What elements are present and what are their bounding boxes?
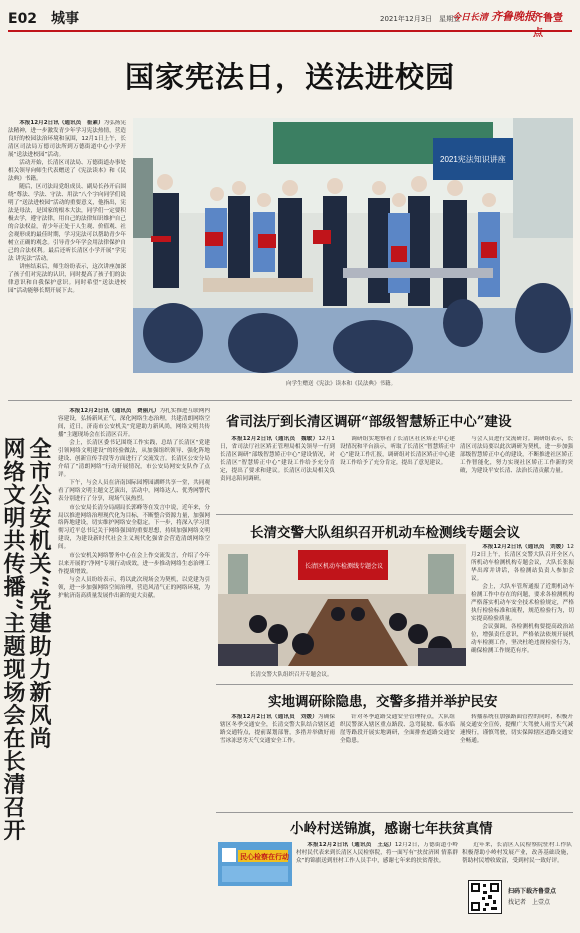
internet-article: 本报12月2日讯（通讯员 费丽凡）为扎实推进互联网内容建设，弘扬新风正气，深化网络生态治理，共建清朗网络空间，近日，济南市公安机关“党建助力新风尚，网络文明共传播”主题现场会在长清区召开。 会上，长清区委书记围绕工作实践，总结了长清区“党建引领网络文明建设”的经验做法，从加强组织领导、强化阵地建设、创新宣传手段等方面进行了交流发言。长清区公安分局介绍了“清朗网络”行动开展情况，市公安局网安支队作了点评。 下午，与会人员在济南国际园博园湖畔共享一堂，共同观看了网络文明主题文艺演出，活动中，网络达人、优秀网警代表分别进行了分享，现场气氛热烈。 市公安局长清分局副局长郭峰等在发言中说，近年来，分局以推进网络治理现代化为目标，不断整合资源力量，加强网络阵地建设，切实维护网络安全稳定。下一步，将深入学习贯彻习近平总书记关于网络强国的重要思想，持续加强网络文明建设，为建设新时代社会主义现代化强省会营造清朗网络空间。 市公安机关网络警务中心在会上作交流发言，介绍了今年以来开展的“净网”专项行动成效，进一步推动网络生态治理工作提质增效。 与会人员纷纷表示，将以此次现场会为契机，以党建为引领，进一步加强网络空间治理，营造风清气正的网络环境，为护航济南高质量发展作出新的更大贡献。 [58,408,210,599]
safety-article-col3: 转播系统在加强路面管控的同时，积极开展交通安全宣传，提醒广大驾驶人雨雪天气减速慢行，谨慎驾驶，切实保障辖区道路交通安全畅通。 [460,714,573,744]
qr-caption-line1: 扫码下载齐鲁壹点 [508,888,557,895]
lead-headline: 国家宪法日，送法进校园 [124,60,455,94]
qr-code[interactable] [468,880,502,914]
divider [216,514,573,515]
lead-photo-caption: 向学生赠送《宪法》读本和《民法典》书籍。 [286,381,397,387]
pennant-sign-text: 民心检察在行动 [240,854,289,861]
divider [216,812,573,813]
pennant-headline: 小岭村送锦旗，感谢七年扶贫真情 [290,821,493,837]
divider [216,684,573,685]
safety-article-col1: 本报12月2日讯（通讯员 刘媛）为确保辖区冬季交通安全，长清交警大队结合辖区道路交通特点，提前谋划部署，多措并举做好雨雪冰冻恶劣天气交通安全工作。 [220,714,335,744]
pennant-photo [218,842,292,886]
judicial-article-col2: 调研组实地察看了长清区社区矫正中心建设情况和平台演示，听取了长清区“智慧矫正中心”建设工作汇报，调研组对长清区矫正中心建设工作给予了充分肯定，提出了意见建议。 [340,436,455,466]
photo-banner-text: 长清区机动车检测线专题会议 [305,564,384,570]
qr-caption-line2: 找记者 上壹点 [508,899,551,906]
section-label: E02 城事 [8,11,80,27]
traffic-photo [218,544,466,666]
divider [8,400,572,401]
internet-headline-line2: 网络文明共传播”主题现场会在长清召开 [0,437,26,842]
lead-photo [133,118,573,373]
pennant-article-col2: 近年来，长清区人民检察院驻村工作队积极帮助小岭村发展产业，改善基础设施，帮助村民增收致富，受到村民一致好评。 [462,842,572,864]
internet-byline: 本报12月2日讯（通讯员 费丽凡） [69,408,160,414]
safety-article-col2: 针对冬季道路交通安全管理特点，大队组织民警深入辖区重点路段、急弯陡坡、临水临崖等路段开展实地调研，全面排查道路交通安全隐患。 [340,714,455,744]
lead-byline: 本报12月2日讯（通讯员 崔素） [19,120,104,126]
judicial-article-col1: 本报12月2日讯（通讯员 魏敏）12月1日，省司法厅社区矫正管理局相关领导一行到长清区调研“部级智慧矫正中心”建设情况，对长清区“智慧矫正中心”建设工作给予充分肯定，提出了要求和建议。长清区司法局相关负责同志陪同调研。 [220,436,335,482]
brand-app: 齐鲁壹点 [533,13,563,39]
pennant-article-col1: 本报12月2日讯（通讯员 王运）12月2日，万德街道小岭村村民代表来到长清区人民检察院，将一面写有“扶贫济困 情系群众”的锦旗送到驻村工作人员手中，感谢七年来的扶贫帮扶。 [296,842,458,864]
lead-article: 本报12月2日讯（通讯员 崔素）为弘扬宪法精神，进一步激发青少年学习宪法热情，营造良好的校园法治环境和氛围，12月1日上午，长清区司法局万德司法所到万德街道中心小学开展“送法进校园”活动。 活动开始，长清区司法局、万德街道办事处相关领导向师生代表赠送了《宪法读本》和《民法典》书籍。 随后，区司法局党组成员、副局长孙开启围绕“尊法、学法、守法、用法”八个字向同学们说明了“送法进校园”活动的重要意义，他指出，宪法是母法，是国家的根本大法，同学们一定要积极去学，遵守法律，用自己的法律知识维护自己的合法权益，青少年正处于人生观、价值观、社会观形成的最佳时期，学习宪法可以帮助青少年树立正确的观念。引导青少年学会用法律保护自己的合法权利。最后还听长清区小学开展“学宪法 讲宪法”活动。 讲座结束后，师生纷纷表示，这次讲座加深了孩子们对宪法的认识，同时提高了孩子们的法律意识和自我保护意识。同时希望“送法进校园”活动能够长期开展下去。 [8,120,126,294]
brand-small: 今日长清 [452,13,489,23]
internet-headline-line1: 全市公安机关“党建助力新风尚 [26,437,52,750]
safety-headline: 实地调研除隐患，交警多措并举护民安 [268,694,498,710]
pennant-sign [218,842,292,886]
issue-date: 2021年12月3日 星期五 [380,15,461,23]
meeting-room-photo [218,544,466,666]
judicial-headline: 省司法厅到长清区调研“部级智慧矫正中心”建设 [226,414,512,430]
internet-headline [0,437,56,889]
traffic-headline: 长清交警大队组织召开机动车检测线专题会议 [250,525,520,541]
traffic-article: 本报12月2日讯（通讯员 刘媛）12月2日上午，长清区交警大队召开全区八所机动车检测机构专题会议，大队长张振华出席并讲话，各检测站负责人参加会议。 会上，大队车管所通报了近期机动车检测工作中存在的问题，要求各检测机构严格落实机动车安全技术检验规定，严格执行检验标准和流程，规范检验行为，切实提高检验质量。 会议强调，各检测机构要提高政治站位，增强责任意识，严格依法依规开展机动车检测工作，坚决杜绝违规检验行为，确保检测工作规范有序。 [471,544,574,654]
banner-text: 2021宪法知识讲座 [440,155,506,164]
traffic-photo-caption: 长清交警大队组织召开专题会议。 [250,672,333,678]
classroom-photo [133,118,573,373]
page-header [8,6,572,39]
qr-icon [469,881,501,913]
judicial-article-col3: 与会人员进行交流研讨。调研组表示，长清区司法局要以此次调研为契机，进一步加强部级智慧矫正中心的建设，不断推进社区矫正工作智能化，努力实现社区矫正工作新的突破，为建设平安长清、法治长清贡献力量。 [460,436,573,474]
brand-logo: 齐鲁晚报 [491,10,535,23]
